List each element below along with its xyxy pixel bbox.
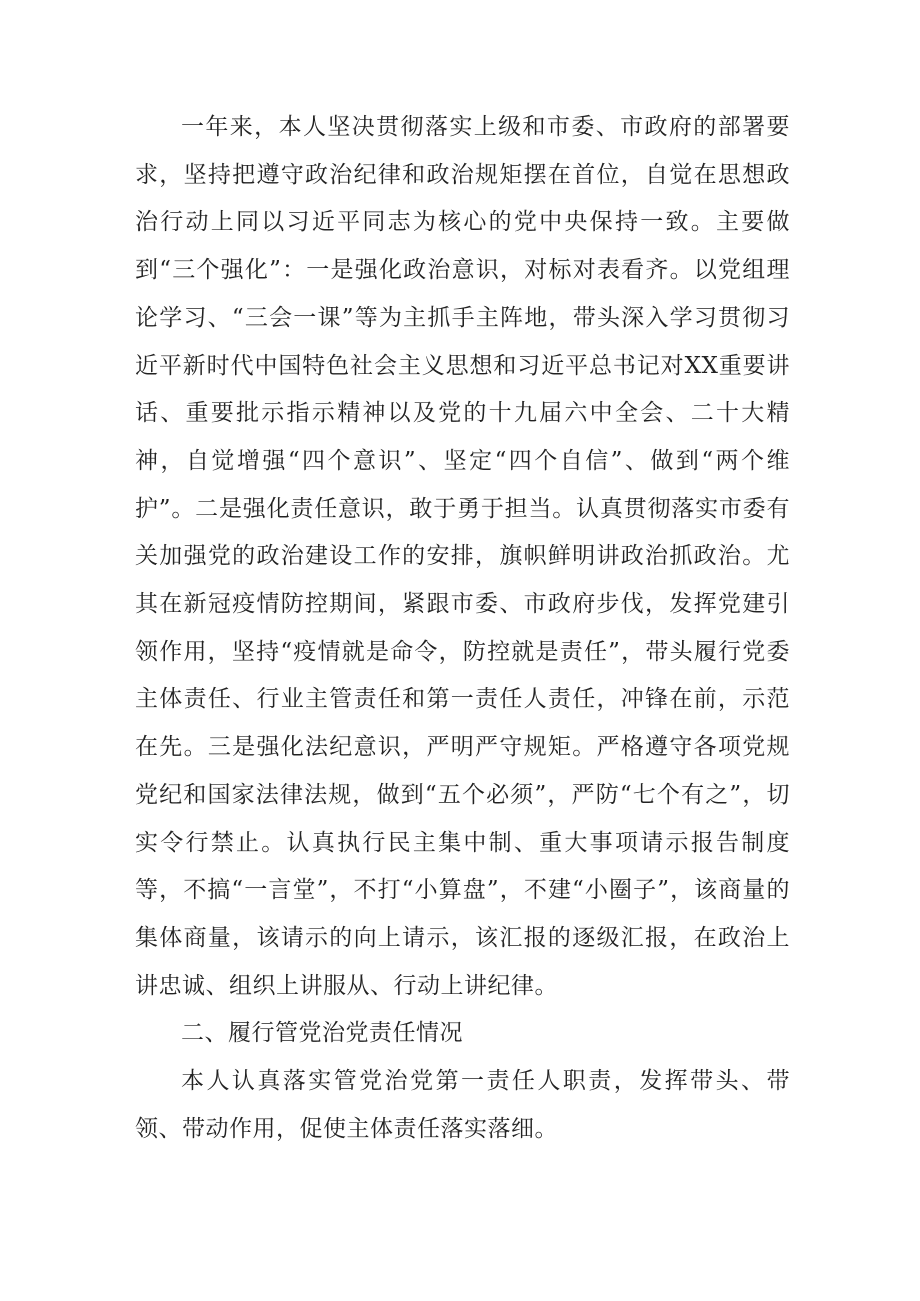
document-body bbox=[135, 104, 790, 1153]
paragraph-political-discipline: 一年来，本人坚决贯彻落实上级和市委、市政府的部署要求，坚持把遵守政治纪律和政治规矩摆在首位，自觉在思想政治行动上同以习近平同志为核心的党中央保持一致。主要做到“三个强化”：一是强化政治意识，对标对表看齐。以党组理论学习、“三会一课”等为主抓手主阵地，带头深入学习贯彻习近平新时代中国特色社会主义思想和习近平总书记对XX重要讲话、重要批示指示精神以及党的十九届六中全会、二十大精神，自觉增强“四个意识”、坚定“四个自信”、做到“两个维护”。二是强化责任意识，敢于勇于担当。认真贯彻落实市委有关加强党的政治建设工作的安排，旗帜鲜明讲政治抓政治。尤其在新冠疫情防控期间，紧跟市委、市政府步伐，发挥党建引领作用，坚持“疫情就是命令，防控就是责任”，带头履行党委主体责任、行业主管责任和第一责任人责任，冲锋在前，示范在先。三是强化法纪意识，严明严守规矩。严格遵守各项党规党纪和国家法律法规，做到“五个必须”，严防“七个有之”，切实令行禁止。认真执行民主集中制、重大事项请示报告制度等，不搞“一言堂”，不打“小算盘”，不建“小圈子”，该商量的集体商量，该请示的向上请示，该汇报的逐级汇报，在政治上讲忠诚、组织上讲服从、行动上讲纪律。 bbox=[135, 114, 790, 999]
paragraph-responsibility-intro: 本人认真落实管党治党第一责任人职责，发挥带头、带领、带动作用，促使主体责任落实落细。 bbox=[135, 1068, 790, 1142]
section-heading-responsibility: 二、履行管党治党责任情况 bbox=[181, 1020, 463, 1047]
